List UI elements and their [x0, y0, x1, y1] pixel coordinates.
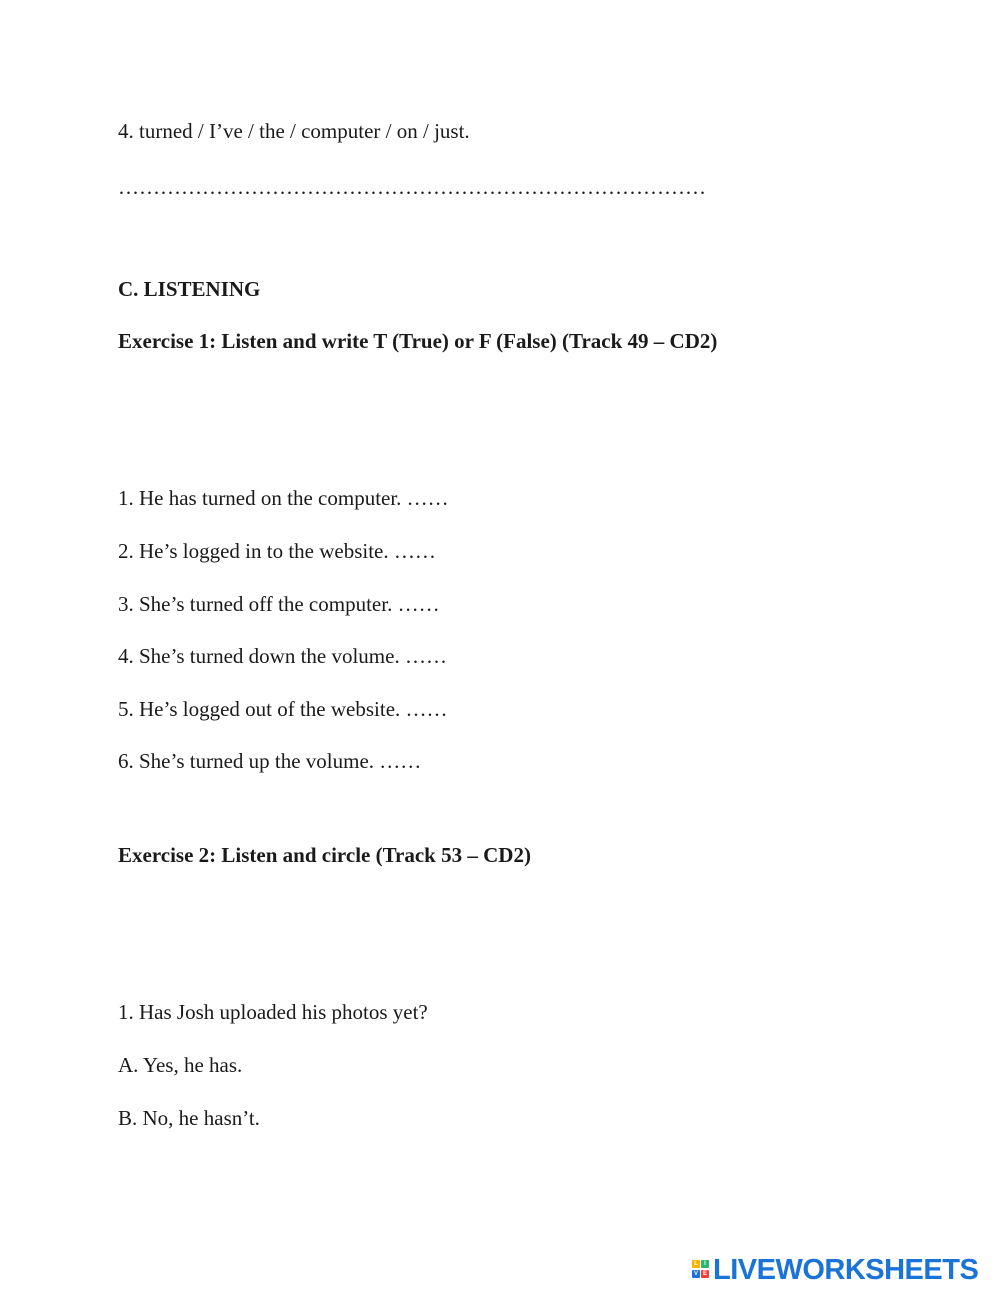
logo-mark-icon: [692, 1258, 710, 1282]
logo-square: L: [692, 1260, 700, 1268]
liveworksheets-logo: [692, 1255, 978, 1285]
question-1: 1. Has Josh uploaded his photos yet?: [118, 1000, 428, 1024]
logo-square: V: [693, 1271, 698, 1277]
exercise-1-title: Exercise 1: Listen and write T (True) or F (False) (Track 49 – CD2): [118, 329, 718, 353]
reorder-item-4: 4. turned / I’ve / the / computer / on / just.: [118, 119, 470, 143]
logo-text: LIVEWORKSHEETS: [713, 1254, 979, 1286]
logo-square: E: [702, 1271, 707, 1277]
true-false-item: 4. She’s turned down the volume. ……: [118, 644, 447, 668]
true-false-item: 6. She’s turned up the volume. ……: [118, 749, 422, 773]
section-heading: C. LISTENING: [118, 277, 261, 301]
answer-line: …………………………………………………………………………: [118, 175, 706, 199]
true-false-item: 1. He has turned on the computer. ……: [118, 486, 449, 510]
logo-square: I: [701, 1260, 709, 1268]
option-a: A. Yes, he has.: [118, 1053, 243, 1077]
true-false-item: 2. He’s logged in to the website. ……: [118, 539, 436, 563]
true-false-item: 3. She’s turned off the computer. ……: [118, 592, 440, 616]
option-b: B. No, he hasn’t.: [118, 1106, 260, 1130]
exercise-2-title: Exercise 2: Listen and circle (Track 53 – CD2): [118, 843, 531, 867]
true-false-item: 5. He’s logged out of the website. ……: [118, 697, 448, 721]
